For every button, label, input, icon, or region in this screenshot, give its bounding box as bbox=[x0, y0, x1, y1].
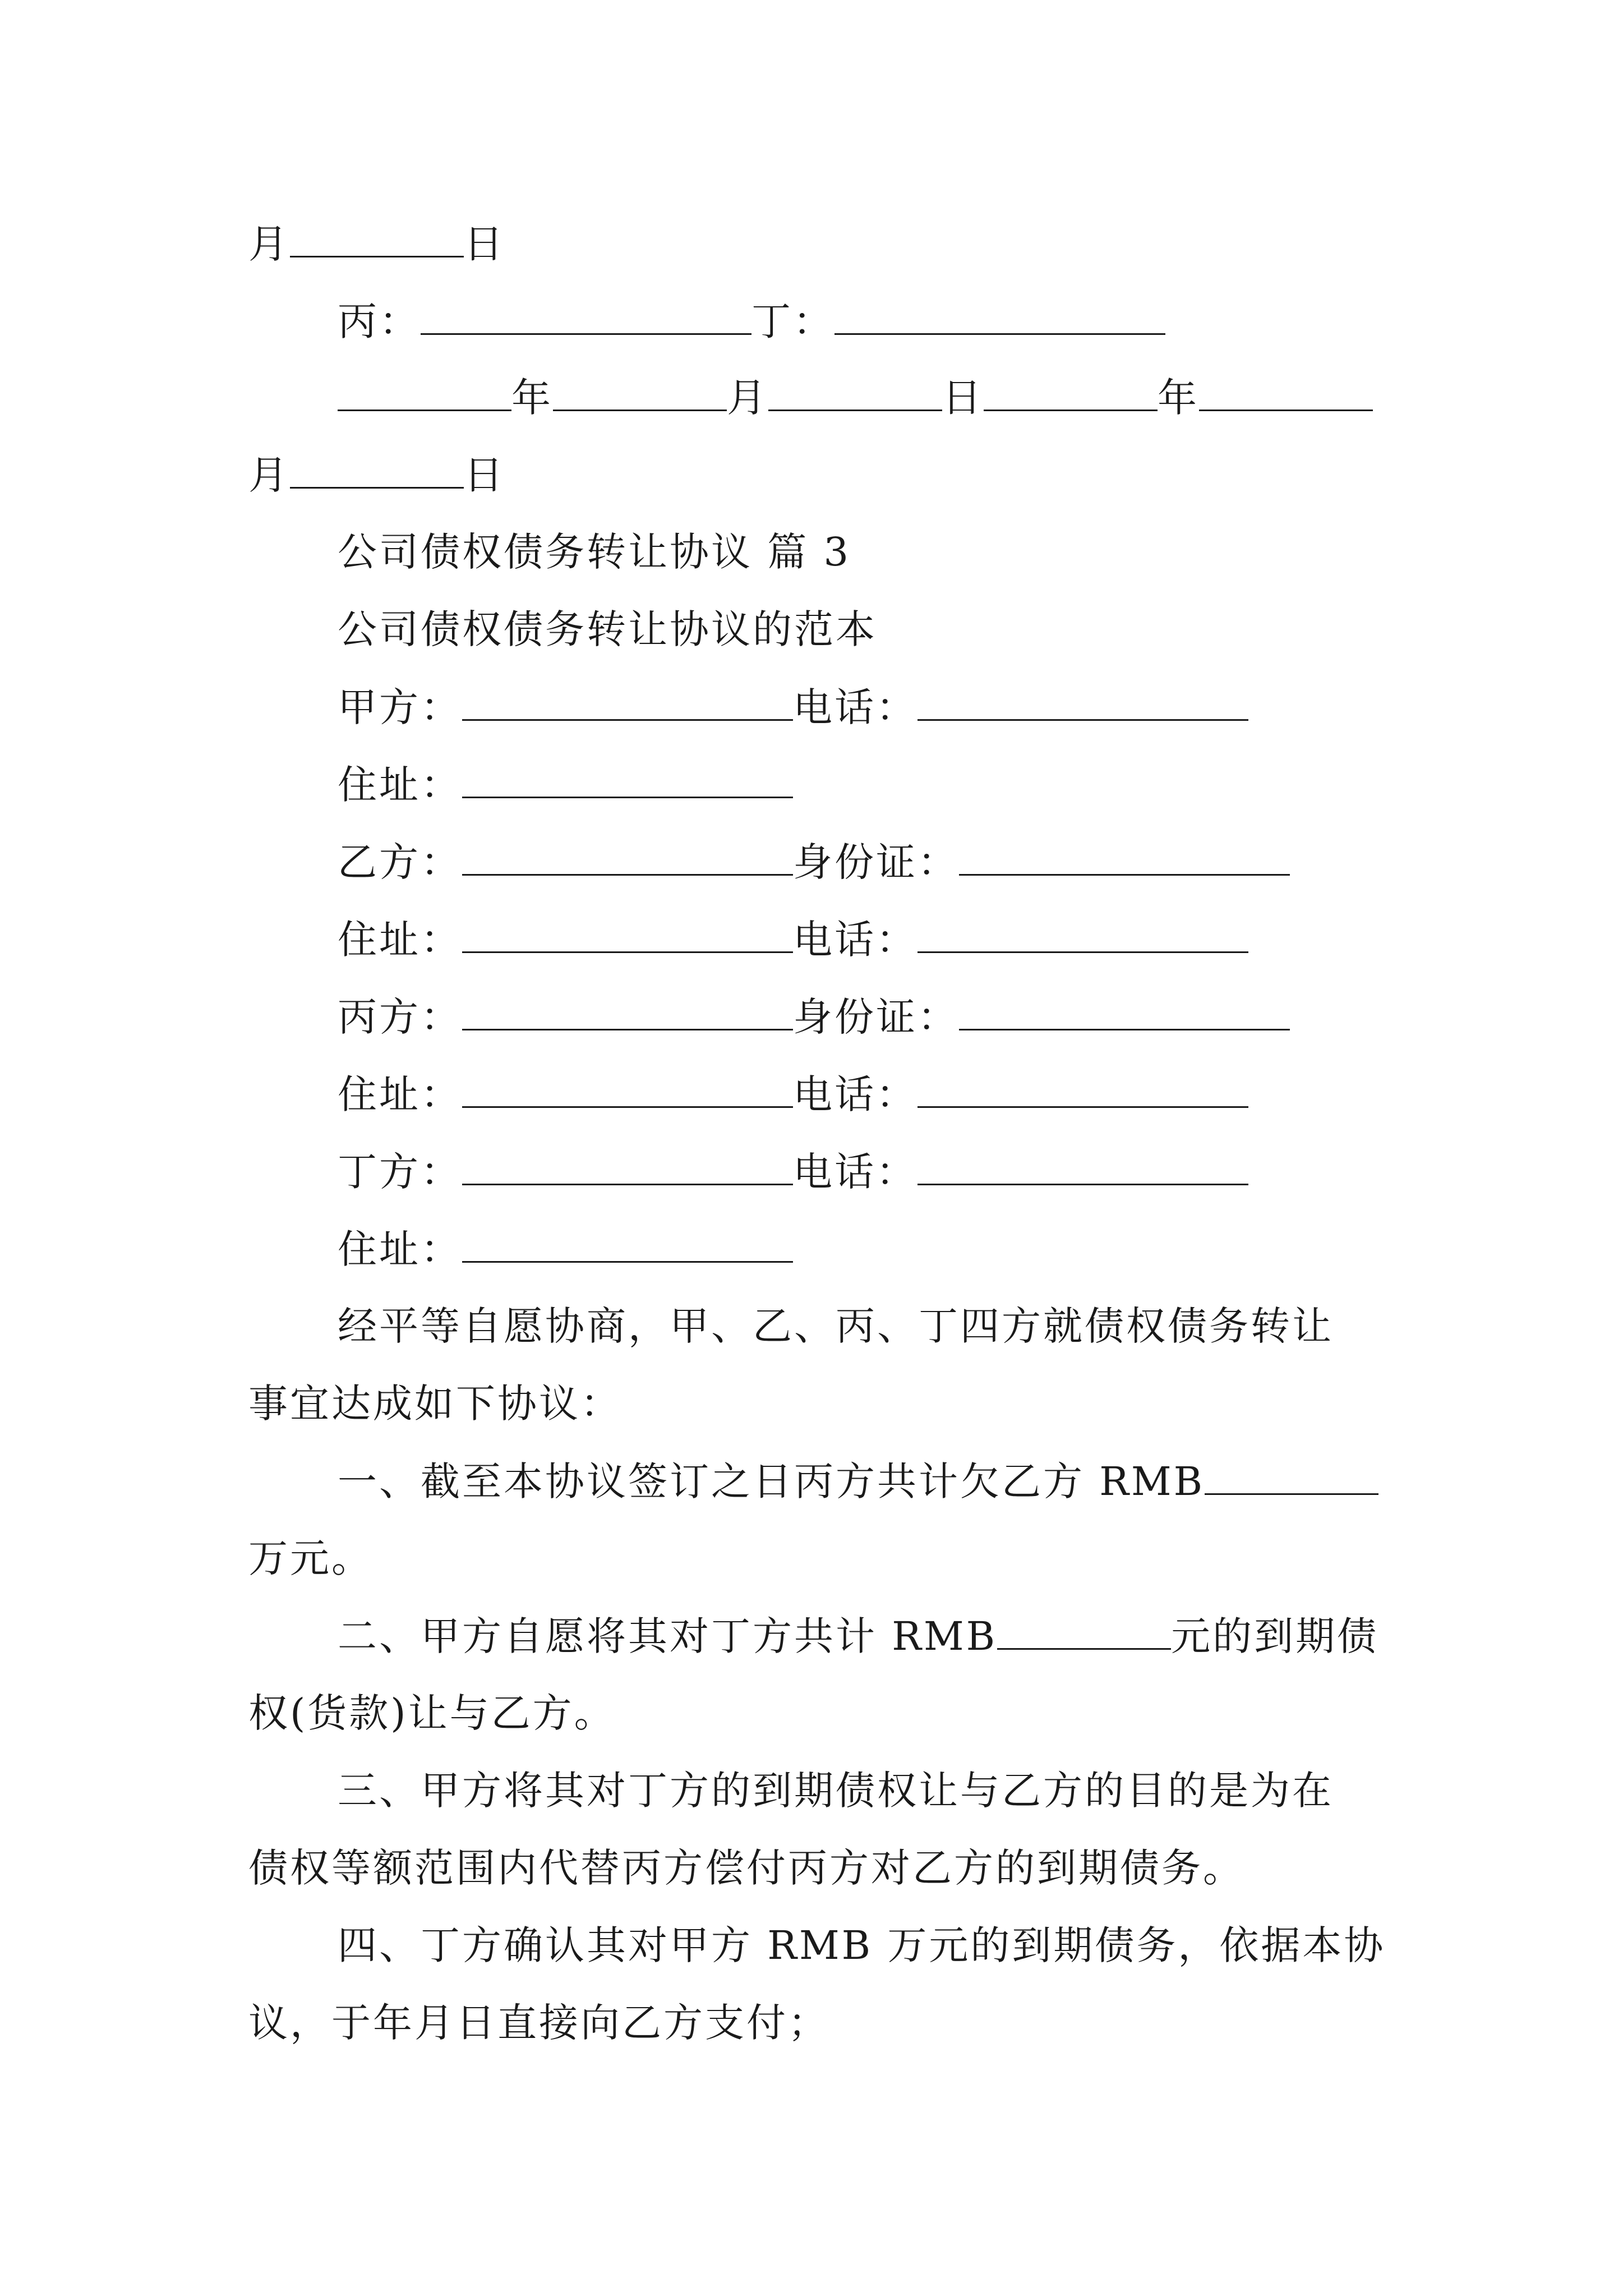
date-line-1 bbox=[248, 217, 505, 271]
party-ding-row bbox=[338, 1144, 1248, 1199]
blank-field[interactable] bbox=[462, 757, 793, 798]
clause-3-line-1: 三、甲方将其对丁方的到期债权让与乙方的目的是为在 bbox=[338, 1768, 1334, 1814]
blank-field[interactable] bbox=[917, 1067, 1248, 1108]
blank-field[interactable] bbox=[997, 1609, 1171, 1650]
year-char: 年 bbox=[1158, 375, 1199, 421]
blank-field[interactable] bbox=[917, 1144, 1248, 1185]
field-label: 住址： bbox=[338, 762, 462, 808]
field-label: 住址： bbox=[338, 917, 462, 963]
field-label: 电话： bbox=[793, 917, 917, 963]
field-label: 电话： bbox=[793, 684, 917, 730]
field-label: 丙方： bbox=[338, 994, 462, 1040]
party-bing-label: 丙： bbox=[338, 298, 421, 344]
clause-4-line-1: 四、丁方确认其对甲方 RMB 万元的到期债务，依据本协 bbox=[338, 1922, 1386, 1968]
blank-field[interactable] bbox=[984, 370, 1158, 411]
clause-4-line-2: 议，于年月日直接向乙方支付； bbox=[248, 2000, 829, 2046]
blank-field[interactable] bbox=[553, 370, 727, 411]
clause-1-line-1 bbox=[338, 1454, 1378, 1508]
blank-field[interactable] bbox=[462, 1144, 793, 1185]
blank-field[interactable] bbox=[462, 835, 793, 876]
blank-field[interactable] bbox=[290, 217, 464, 257]
blank-field[interactable] bbox=[1205, 1454, 1378, 1495]
clause-2-line-1 bbox=[338, 1609, 1378, 1663]
field-label: 住址： bbox=[338, 1226, 462, 1272]
blank-field[interactable] bbox=[917, 912, 1248, 953]
field-label: 住址： bbox=[338, 1071, 462, 1117]
intro-paragraph-line-1: 经平等自愿协商，甲、乙、丙、丁四方就债权债务转让 bbox=[338, 1303, 1334, 1349]
blank-field[interactable] bbox=[462, 1067, 793, 1108]
document-title: 公司债权债务转让协议的范本 bbox=[338, 606, 877, 652]
blank-field[interactable] bbox=[959, 990, 1290, 1030]
section-heading: 公司债权债务转让协议 篇 3 bbox=[338, 529, 851, 575]
clause-3-line-2: 债权等额范围内代替丙方偿付丙方对乙方的到期债务。 bbox=[248, 1845, 1244, 1891]
party-bing-row bbox=[338, 990, 1290, 1044]
field-label: 电话： bbox=[793, 1071, 917, 1117]
day-char: 日 bbox=[464, 221, 505, 267]
field-label: 身份证： bbox=[793, 994, 959, 1040]
blank-field[interactable] bbox=[768, 370, 942, 411]
blank-field[interactable] bbox=[917, 680, 1248, 721]
clause-text: 元的到期债 bbox=[1171, 1613, 1379, 1659]
field-label: 乙方： bbox=[338, 839, 462, 885]
blank-field[interactable] bbox=[290, 448, 464, 489]
address-phone-row bbox=[338, 912, 1248, 967]
blank-field[interactable] bbox=[462, 1222, 793, 1263]
field-label: 甲方： bbox=[338, 684, 462, 730]
field-label: 丁方： bbox=[338, 1149, 462, 1195]
clause-1-line-2: 万元。 bbox=[248, 1535, 373, 1581]
blank-field[interactable] bbox=[338, 370, 511, 411]
field-label: 电话： bbox=[793, 1149, 917, 1195]
month-char: 月 bbox=[248, 452, 290, 498]
blank-field[interactable] bbox=[834, 294, 1165, 335]
date-line-2 bbox=[338, 370, 1373, 425]
address-phone-row bbox=[338, 1067, 1248, 1121]
year-char: 年 bbox=[511, 375, 553, 421]
day-char: 日 bbox=[942, 375, 984, 421]
field-label: 身份证： bbox=[793, 839, 959, 885]
address-row bbox=[338, 1222, 793, 1276]
clause-text: 一、截至本协议签订之日丙方共计欠乙方 RMB bbox=[338, 1458, 1205, 1504]
blank-field[interactable] bbox=[462, 912, 793, 953]
blank-field[interactable] bbox=[462, 680, 793, 721]
party-ding-label: 丁： bbox=[751, 298, 834, 344]
date-line-3 bbox=[248, 448, 505, 502]
clause-2-line-2: 权(货款)让与乙方。 bbox=[248, 1690, 616, 1736]
blank-field[interactable] bbox=[462, 990, 793, 1030]
clause-text: 二、甲方自愿将其对丁方共计 RMB bbox=[338, 1613, 998, 1659]
address-row bbox=[338, 757, 793, 812]
day-char: 日 bbox=[464, 452, 505, 498]
blank-field[interactable] bbox=[959, 835, 1290, 876]
blank-field[interactable] bbox=[421, 294, 751, 335]
signature-line-bing-ding bbox=[338, 294, 1165, 348]
party-jia-row bbox=[338, 680, 1248, 734]
blank-field[interactable] bbox=[1199, 370, 1373, 411]
party-yi-row bbox=[338, 835, 1290, 889]
intro-paragraph-line-2: 事宜达成如下协议： bbox=[248, 1381, 622, 1427]
month-char: 月 bbox=[727, 375, 768, 421]
month-char: 月 bbox=[248, 221, 290, 267]
